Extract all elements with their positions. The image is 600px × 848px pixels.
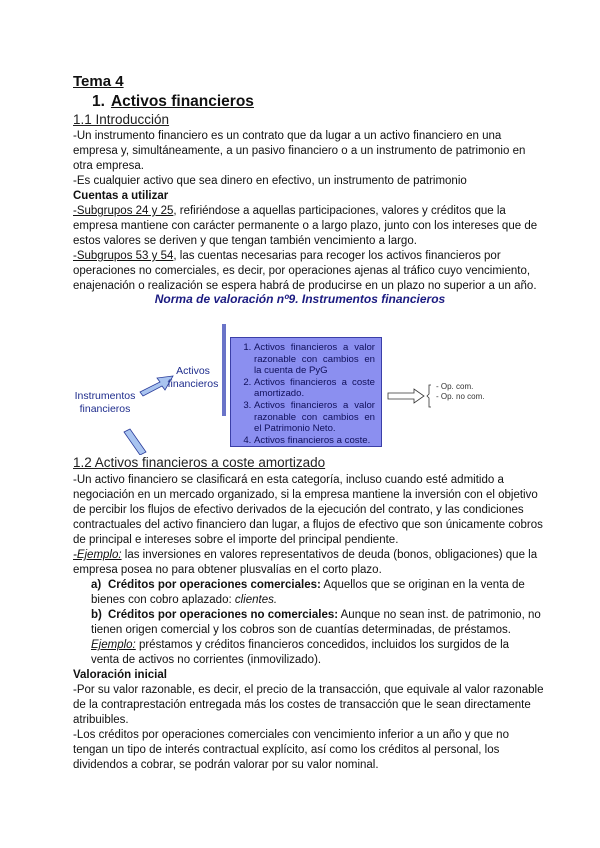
arrow-down-icon	[124, 429, 146, 455]
op-no-comercial: - Op. no com.	[436, 392, 485, 401]
item-a-text: Aquellos que se originan en la venta de	[320, 579, 525, 591]
categoria-item: 4. Activos financieros a coste.	[254, 435, 375, 447]
valoracion-line: -Los créditos por operaciones comerciales con vencimiento inferior a un año y que no	[73, 729, 509, 741]
coste-line: contractuales del activo financiero dan lugar, a flujos de efectivo que son únicamente cobros	[73, 519, 543, 531]
item-b-marker: b)	[91, 609, 102, 621]
valoracion-heading: Valoración inicial	[73, 669, 167, 681]
instrumentos-line2: financieros	[79, 403, 131, 415]
item-a-line2-text: bienes con cobro aplazado:	[91, 594, 235, 606]
ejemplo-label: -Ejemplo:	[73, 549, 122, 561]
ejemplo-text: las inversiones en valores representativos de deuda (bonos, obligaciones) que la	[121, 549, 538, 561]
item-b-ejemplo-text: préstamos y créditos financieros concedidos, incluidos los surgidos de la	[135, 639, 510, 651]
item-b-ejemplo-label: Ejemplo:	[91, 639, 136, 651]
item-b	[91, 608, 541, 623]
section-number: 1.	[92, 93, 105, 110]
valoracion-line: -Por su valor razonable, es decir, el precio de la transacción, que equivale al valor razonable	[73, 684, 544, 696]
categoria-item: 3. Activos financieros a valor razonable con cambios en el Patrimonio Neto.	[254, 400, 375, 435]
subgrupos-24-25-label: -Subgrupos 24 y 25	[73, 205, 174, 217]
subgrupos-53-54-label: -Subgrupos 53 y 54	[73, 250, 174, 262]
valoracion-line: atribuibles.	[73, 714, 129, 726]
instrumentos-label	[70, 390, 140, 416]
section-heading	[92, 93, 254, 111]
coste-line: negociación en un mercado organizado, si la empresa mantiene la inversión con el objetivo	[73, 489, 538, 501]
item-b-line2: tienen origen comercial y los cobros son de cuantías determinadas, de préstamos.	[91, 624, 511, 636]
item-b-heading: Créditos por operaciones no comerciales:	[108, 609, 339, 621]
arrow-right-icon	[388, 389, 424, 403]
coste-line: de principal e intereses sobre el importe del principal pendiente.	[73, 534, 399, 546]
instrumentos-line1: Instrumentos	[74, 390, 136, 402]
tema-title: Tema 4	[73, 73, 124, 90]
item-a-italic: clientes.	[234, 594, 278, 606]
section-title: Activos financieros	[110, 93, 254, 110]
item-a-line2	[91, 593, 277, 608]
op-comercial: - Op. com.	[436, 382, 474, 391]
item-b-line4: venta de activos no corrientes (inmovilizado).	[91, 654, 322, 666]
cuentas-subgrupos-53-54	[73, 249, 501, 264]
cuentas-heading: Cuentas a utilizar	[73, 190, 169, 202]
coste-line: de percibir los flujos de efectivo derivados de la ejecución del contrato, y las condiciones	[73, 504, 524, 516]
intro-line: -Un instrumento financiero es un contrato que da lugar a un activo financiero en una	[73, 130, 502, 142]
categoria-item: 1. Activos financieros a valor razonable con cambios en la cuenta de PyG	[254, 342, 375, 377]
subsection-introduccion: 1.1 Introducción	[73, 112, 170, 127]
item-a	[91, 578, 525, 593]
cuentas-line: empresa mantiene con carácter permanente o a largo plazo, junto con los intereses que de	[73, 220, 538, 232]
activos-line2: financieros	[167, 378, 219, 390]
cuentas-line: operaciones no comerciales, es decir, por operaciones ajenas al tráfico cuyo vencimiento,	[73, 265, 531, 277]
subgrupos-24-25-text: , refiriéndose a aquellas participaciones, valores y créditos que la	[173, 205, 506, 217]
intro-line: empresa y, simultáneamente, a un pasivo financiero o a un instrumento de patrimonio en	[73, 145, 526, 157]
categoria-item: 2. Activos financieros a coste amortizado.	[254, 377, 375, 400]
valoracion-line: tengan un tipo de interés contractual explícito, así como los créditos al personal, los	[73, 744, 500, 756]
valoracion-line: dividendos a cobrar, se podrán valorar por su valor nominal.	[73, 759, 379, 771]
cuentas-line: estos valores se deriven y que tengan también vencimiento a largo.	[73, 235, 417, 247]
subsection-coste-amortizado: 1.2 Activos financieros a coste amortizado	[73, 455, 326, 470]
coste-line: -Un activo financiero se clasificará en esta categoría, incluso cuando esté admitido a	[73, 474, 504, 486]
ejemplo-line2: empresa posea no para obtener plusvalías en el corto plazo.	[73, 564, 382, 576]
categorias-box	[230, 337, 382, 447]
activos-line1: Activos	[176, 365, 210, 377]
intro-line: otra empresa.	[73, 160, 144, 172]
subgrupos-53-54-text: , las cuentas necesarias para recoger los activos financieros por	[173, 250, 501, 262]
cuentas-line: enajenación o realización se espera habrá de producirse en un plazo no superior a un año.	[73, 280, 537, 292]
activos-label	[162, 365, 224, 391]
intro-line: -Es cualquier activo que sea dinero en efectivo, un instrumento de patrimonio	[73, 175, 467, 187]
operaciones-list	[436, 382, 484, 402]
cuentas-subgrupos-24-25	[73, 204, 506, 219]
item-a-heading: Créditos por operaciones comerciales:	[108, 579, 321, 591]
brace-icon	[427, 385, 431, 407]
valoracion-line: de la contraprestación entregada más los costes de transacción que le sean directamente	[73, 699, 531, 711]
item-b-ejemplo	[91, 638, 509, 653]
ejemplo-line	[73, 548, 537, 563]
item-a-marker: a)	[91, 579, 102, 591]
norma-title: Norma de valoración nº9. Instrumentos financieros	[154, 292, 446, 306]
item-b-text: Aunque no sean inst. de patrimonio, no	[338, 609, 541, 621]
